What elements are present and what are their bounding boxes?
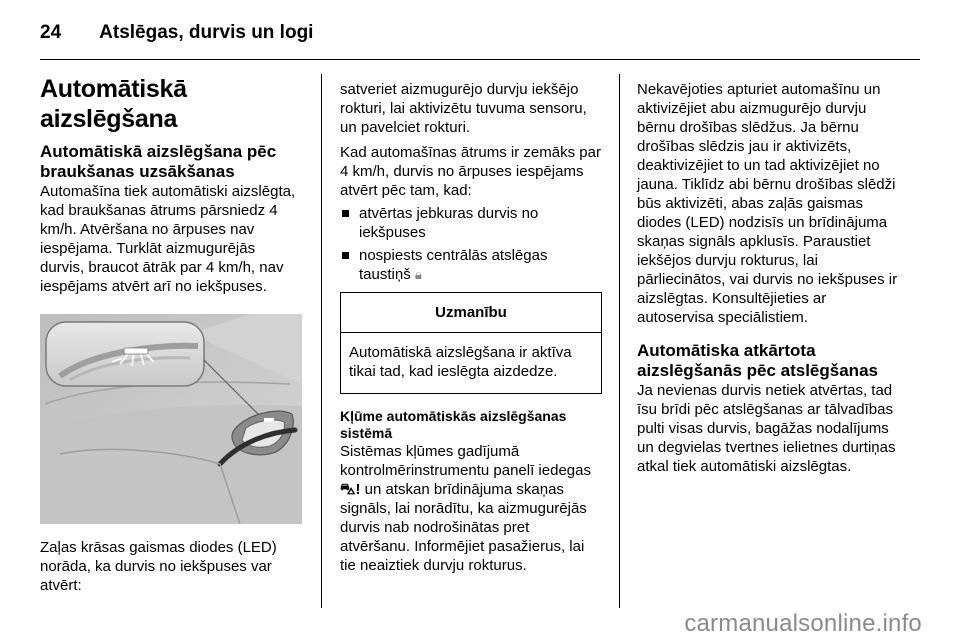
list-item: nospiests centrālās atslēgas taustiņš 🔒︎ (340, 246, 602, 284)
caution-title: Uzmanību (341, 293, 601, 333)
caution-body: Automātiskā aizslēgšana ir aktīva tikai tad, kad ieslēgta aizdedze. (349, 344, 572, 380)
watermark: carmanualsonline.info (684, 610, 922, 637)
door-warning-symbol: ⛍! (340, 481, 361, 498)
column-divider-2 (619, 74, 620, 608)
caution-box (340, 292, 602, 394)
page-header (40, 22, 920, 44)
relock-paragraph: Ja nevienas durvis netiek atvērtas, tad īsu brīdi pēc atslēgšanas ar tālvadības pulti visas durvis, bagāžas nodalījums un degvielas tvertnes ielietnes durtiņas atkal tiek automātiski aizslēgtas. (637, 382, 896, 475)
section-title-relock: Automātiska atkārtota aizslēgšanās pēc atslēgšanas (637, 341, 878, 380)
column-1 (40, 74, 302, 595)
main-title: Automātiskā aizslēgšana (40, 75, 187, 133)
central-lock-icon: 🔒︎ (414, 267, 422, 282)
column-2 (340, 80, 602, 575)
fault-paragraph: Sistēmas kļūmes gadījumā kontrolmērinstrumentu panelī iedegas ⛍! un atskan brīdinājuma skaņas signāls, lai norādītu, ka aizmugurējās durvis nab nodrošinātas pret atvēršanu. Informējiet pasažierus, lai tie neaiztiek durvju rokturus. (340, 443, 591, 574)
chapter-title: Atslēgas, durvis un logi (99, 22, 314, 43)
col2-para1: satveriet aizmugurējo durvju iekšējo rokturi, lai aktivizētu tuvuma sensoru, un pavelciet rokturi. (340, 81, 587, 136)
figure-caption: Zaļas krāsas gaismas diodes (LED) norāda, ka durvis no iekšpuses var atvērt: (40, 539, 277, 594)
section-title-auto-lock: Automātiskā aizslēgšana pēc braukšanas uzsākšanas (40, 142, 277, 181)
column-divider-1 (321, 74, 322, 608)
door-handle-illustration (40, 314, 302, 524)
auto-lock-paragraph: Automašīna tiek automātiski aizslēgta, kad braukšanas ātrums pārsniedz 4 km/h. Atvēršana no ārpuses nav iespējama. Turklāt aizmugurējās durvis, braucot ātrāk par 4 km/h, nav iespējams atvērt arī no iekšpuses. (40, 183, 296, 295)
page-number: 24 (40, 22, 62, 43)
section-title-fault: Kļūme automātiskās aizslēgšanas sistēmā (340, 408, 567, 441)
col2-para2: Kad automašīnas ātrums ir zemāks par 4 km/h, durvis no ārpuses iespējams atvērt pēc tam, kad: (340, 144, 601, 199)
column-3 (637, 80, 902, 476)
col3-para1: Nekavējoties apturiet automašīnu un aktivizējiet abu aizmugurējo durvju bērnu drošības slēdžus. Ja bērnu drošības slēdzis jau ir aktivizēts, deaktivizējiet to un tad aktivizējiet no jauna. Tiklīdz abi bērnu drošības slēdži būs aktivizēti, abas zaļās gaismas diodes (LED) nodzisīs un brīdinājuma skaņas signāls apklusīs. Paraustiet iekšējos durvju rokturus, lai pārliecinātos, vai durvis no iekšpuses ir aizslēgtas. Konsultējieties ar autoservisa speciālistiem. (637, 81, 898, 326)
list-item: atvērtas jebkuras durvis no iekšpuses (340, 204, 602, 242)
conditions-list (340, 204, 602, 284)
header-divider (40, 59, 920, 60)
